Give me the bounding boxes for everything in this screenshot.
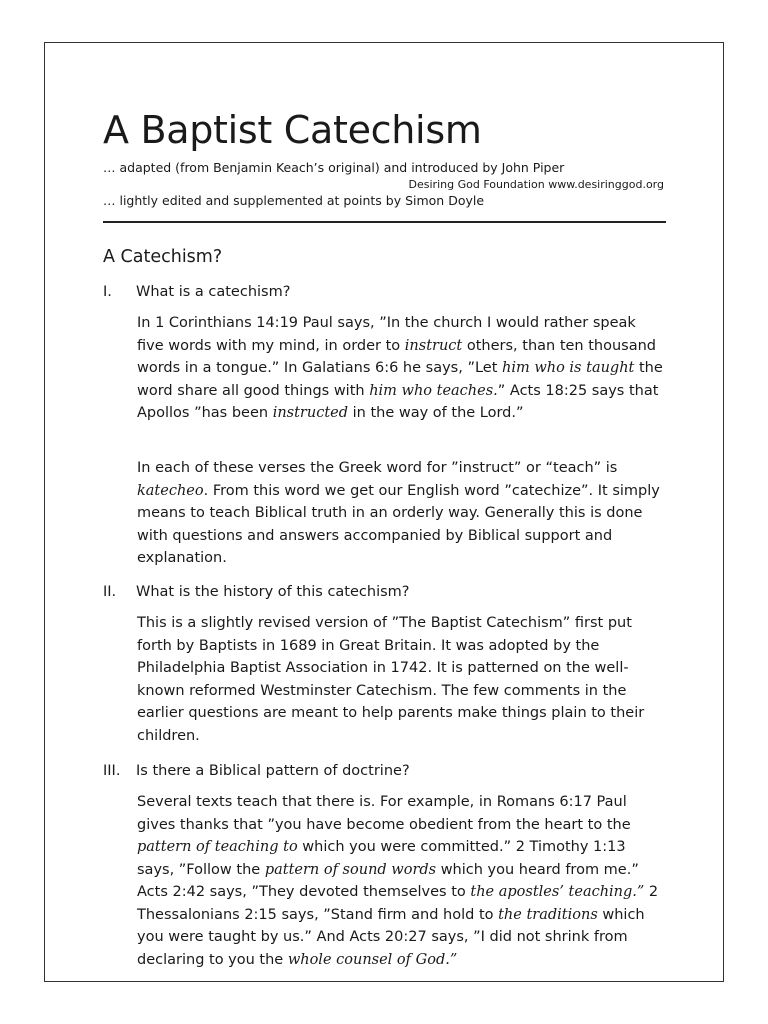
- emphasis-text: instruct: [404, 337, 463, 354]
- emphasis-text: him who teaches.: [369, 382, 498, 399]
- subtitle-edited: … lightly edited and supplemented at points by Simon Doyle: [103, 193, 485, 208]
- subtitle-foundation: Desiring God Foundation www.desiringgod.org: [408, 178, 664, 191]
- emphasis-text: pattern of sound words: [264, 861, 437, 878]
- question-number: I.: [103, 284, 112, 300]
- emphasis-text: instructed: [272, 405, 349, 421]
- section-heading: A Catechism?: [103, 247, 223, 267]
- question-text: What is a catechism?: [136, 284, 291, 300]
- question-heading: [103, 761, 410, 781]
- document-title: A Baptist Catechism: [103, 108, 482, 152]
- answer-paragraph: This is a slightly revised version of ”The Baptist Catechism” first put forth by Baptists in 1689 in Great Britain. It was adopted by the Philadelphia Baptist Association in 1742. It is patterned on the well-known reformed Westminster Catechism. The few comments in the earlier questions are meant to help parents make things plain to their children.: [137, 615, 645, 744]
- question-heading: [103, 582, 409, 602]
- question-text: Is there a Biblical pattern of doctrine?: [136, 763, 410, 779]
- question-number: II.: [103, 584, 117, 600]
- answer-paragraph: Several texts teach that there is. For example, in Romans 6:17 Paul gives thanks that ”you have become obedient from the heart to the pattern of teaching to which you were committed.” 2 Timothy 1:13 says, ”Follow the pattern of sound words which you heard from me.” Acts 2:42 says, ”They devoted themselves to the apostles’ teaching.” 2 Thessalonians 2:15 says, ”Stand firm and hold to the traditions which you were taught by us.” And Acts 20:27 says, ”I did not shrink from declaring to you the whole counsel of God.”: [137, 794, 659, 968]
- emphasis-text: the apostles’ teaching.”: [470, 884, 645, 900]
- emphasis-text: katecheo: [137, 482, 204, 499]
- emphasis-text: pattern of teaching to: [137, 839, 298, 855]
- emphasis-text: the traditions: [498, 906, 598, 923]
- title-divider: [103, 221, 666, 223]
- question-heading: [103, 282, 290, 302]
- emphasis-text: whole counsel of God.”: [287, 951, 458, 968]
- answer-paragraph: In each of these verses the Greek word for ”instruct” or “teach” is katecheo. From this word we get our English word ”catechize”. It simply means to teach Biblical truth in an orderly way. Generally this is done with questions and answers accompanied by Biblical support and explanation.: [137, 460, 660, 566]
- question-number: III.: [103, 763, 121, 779]
- subtitle-adapted: … adapted (from Benjamin Keach’s original) and introduced by John Piper: [103, 160, 565, 175]
- emphasis-text: him who is taught: [502, 360, 635, 376]
- answer-paragraph: In 1 Corinthians 14:19 Paul says, ”In the church I would rather speak five words with my mind, in order to instruct others, than ten thousand words in a tongue.” In Galatians 6:6 he says, ”Let him who is taught the word share all good things with him who teaches.” Acts 18:25 says that Apollos ”has been instructed in the way of the Lord.”: [137, 315, 663, 421]
- question-text: What is the history of this catechism?: [136, 584, 410, 600]
